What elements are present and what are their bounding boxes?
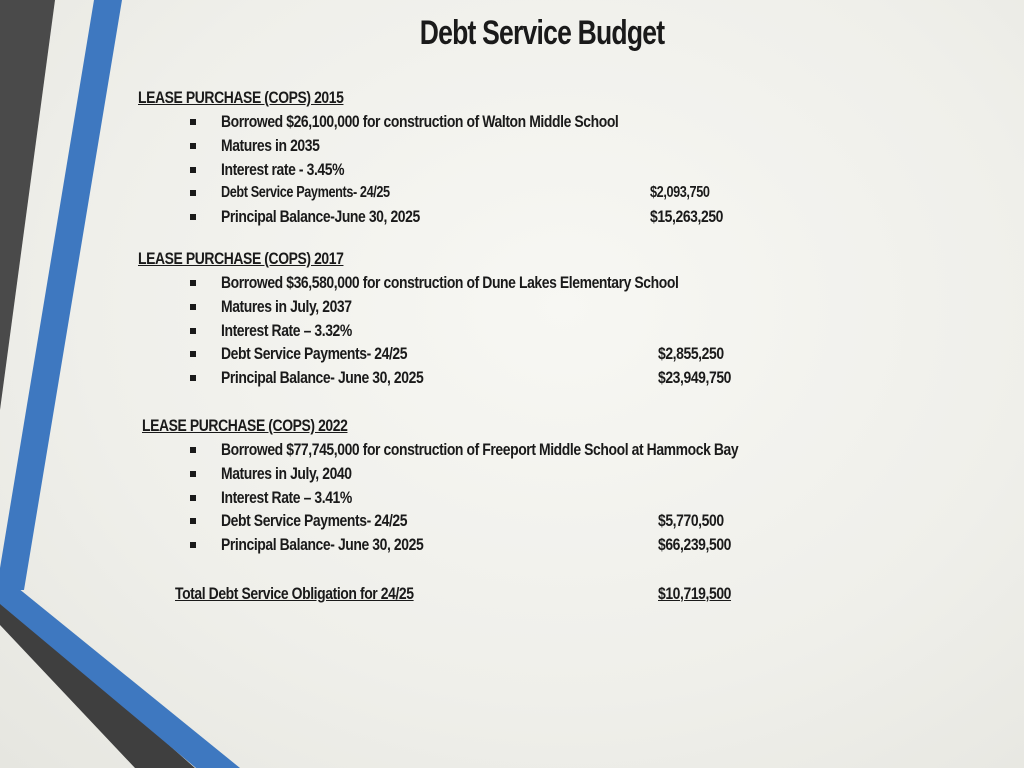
square-bullet-icon <box>190 119 196 125</box>
item-text: Principal Balance- June 30, 2025 <box>221 368 424 387</box>
list-item <box>138 342 724 366</box>
square-bullet-icon <box>190 542 196 548</box>
list-item <box>138 509 724 533</box>
item-text: Matures in July, 2037 <box>221 296 352 316</box>
bullet-list <box>138 271 732 390</box>
item-text: Principal Balance- June 30, 2025 <box>221 535 424 554</box>
item-amount: $23,949,750 <box>658 368 732 387</box>
square-bullet-icon <box>190 280 196 286</box>
section-heading: LEASE PURCHASE (COPS) 2015 <box>138 88 344 107</box>
square-bullet-icon <box>190 214 196 220</box>
list-item <box>138 134 389 158</box>
list-item <box>138 271 679 295</box>
section-cops-2017 <box>138 247 732 390</box>
list-item <box>138 158 389 182</box>
square-bullet-icon <box>190 304 196 310</box>
section-cops-2022 <box>138 414 739 557</box>
list-item <box>138 438 739 462</box>
square-bullet-icon <box>190 518 196 524</box>
list-item <box>138 533 732 557</box>
list-item <box>138 366 732 390</box>
item-text: Interest Rate – 3.32% <box>221 320 352 340</box>
item-text: Debt Service Payments- 24/25 <box>221 344 408 364</box>
square-bullet-icon <box>190 495 196 501</box>
list-item <box>138 462 393 486</box>
item-text: Borrowed $77,745,000 for construction of Freeport Middle School at Hammock Bay <box>221 440 739 459</box>
item-text: Principal Balance-June 30, 2025 <box>221 207 420 226</box>
list-item <box>138 181 710 205</box>
item-text: Interest Rate – 3.41% <box>221 487 352 507</box>
item-text: Matures in July, 2040 <box>221 463 352 483</box>
item-amount: $5,770,500 <box>658 511 724 531</box>
item-amount: $66,239,500 <box>658 535 732 554</box>
item-amount: $2,855,250 <box>658 344 724 364</box>
total-label: Total Debt Service Obligation for 24/25 <box>175 584 414 603</box>
item-text: Borrowed $36,580,000 for construction of Dune Lakes Elementary School <box>221 273 679 292</box>
list-item <box>138 110 619 134</box>
square-bullet-icon <box>190 447 196 453</box>
total-amount: $10,719,500 <box>658 584 732 603</box>
item-text: Borrowed $26,100,000 for construction of Walton Middle School <box>221 112 619 131</box>
item-amount: $15,263,250 <box>650 207 724 226</box>
item-text: Debt Service Payments- 24/25 <box>221 184 390 202</box>
item-text: Debt Service Payments- 24/25 <box>221 511 408 531</box>
square-bullet-icon <box>190 167 196 173</box>
bullet-list <box>138 438 739 557</box>
section-cops-2015 <box>138 86 724 229</box>
section-heading: LEASE PURCHASE (COPS) 2022 <box>142 416 348 435</box>
bullet-list <box>138 110 724 229</box>
list-item <box>138 486 393 510</box>
slide-title: Debt Service Budget <box>419 14 665 52</box>
square-bullet-icon <box>190 328 196 334</box>
item-text: Interest rate - 3.45% <box>221 159 345 179</box>
square-bullet-icon <box>190 471 196 477</box>
item-amount: $2,093,750 <box>650 184 710 202</box>
square-bullet-icon <box>190 351 196 357</box>
square-bullet-icon <box>190 143 196 149</box>
list-item <box>138 319 389 343</box>
square-bullet-icon <box>190 375 196 381</box>
section-heading: LEASE PURCHASE (COPS) 2017 <box>138 249 344 268</box>
list-item <box>138 205 724 229</box>
square-bullet-icon <box>190 190 196 196</box>
item-text: Matures in 2035 <box>221 135 320 155</box>
list-item <box>138 295 389 319</box>
